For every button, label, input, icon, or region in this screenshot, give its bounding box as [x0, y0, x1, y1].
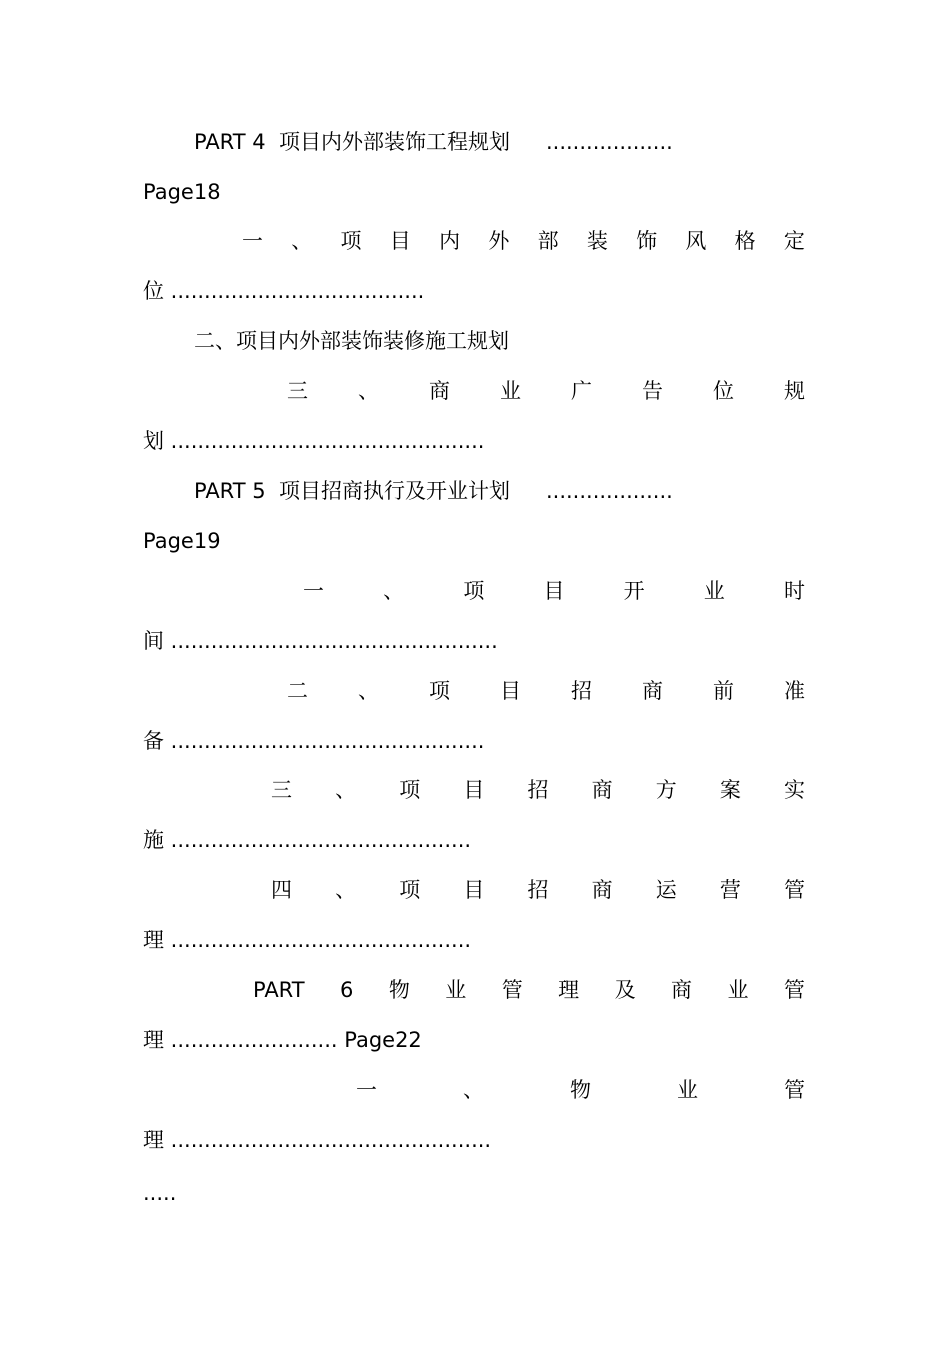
toc-char: 招: [527, 778, 549, 802]
toc-char: 、: [463, 1078, 484, 1102]
toc-char: 招: [571, 679, 592, 703]
toc-char: 一: [356, 1078, 377, 1102]
toc-char: 目: [463, 778, 485, 802]
toc-char: 饰: [636, 229, 658, 253]
part4-heading-line: [194, 127, 805, 157]
toc-char: 理: [558, 978, 580, 1002]
part4-heading: PART 4 项目内外部装饰工程规划: [194, 130, 510, 154]
toc-char: 目: [500, 679, 521, 703]
toc-char: 商: [429, 379, 450, 403]
toc-char: 项: [463, 579, 485, 603]
part4-page-number: Page18: [143, 180, 221, 204]
toc-char: 、: [291, 229, 313, 253]
toc-char: 商: [642, 679, 663, 703]
toc-char: 位: [713, 379, 734, 403]
toc-entry-tail: 施 .............................................: [143, 828, 472, 852]
toc-char: 目: [543, 579, 565, 603]
part4-dots: ...................: [545, 130, 673, 154]
toc-char: 一: [303, 579, 324, 603]
toc-entry-p5-2: [287, 676, 805, 706]
toc-char: 时: [783, 579, 805, 603]
toc-char: 格: [734, 229, 756, 253]
part6-heading-tail: [143, 1025, 805, 1055]
toc-entry-p4-1: [242, 226, 805, 256]
toc-entry-p5-3: [271, 775, 805, 805]
toc-entry-tail: 位 ......................................: [143, 279, 425, 303]
toc-char: 开: [623, 579, 645, 603]
toc-char: 项: [399, 778, 421, 802]
toc-entry-p6-1-tail: [143, 1125, 805, 1155]
toc-entry-p4-3: [287, 376, 805, 406]
toc-entry-p4-2: [194, 326, 805, 356]
toc-char: 告: [642, 379, 663, 403]
toc-char: 物: [388, 978, 410, 1002]
toc-char: 项: [429, 679, 450, 703]
toc-char: 风: [685, 229, 707, 253]
toc-char: 一: [242, 229, 263, 253]
toc-entry-text: 二、项目内外部装饰装修施工规划: [194, 329, 509, 353]
trailing-dots-line: [143, 1178, 805, 1208]
toc-entry-tail: 理 ................................................: [143, 1128, 492, 1152]
toc-char: PART: [253, 978, 305, 1002]
toc-char: 案: [719, 778, 741, 802]
toc-char: 项: [340, 229, 362, 253]
toc-char: 管: [784, 1078, 805, 1102]
toc-char: 、: [358, 679, 379, 703]
part5-heading: PART 5 项目招商执行及开业计划: [194, 479, 510, 503]
toc-char: 业: [677, 1078, 698, 1102]
part6-page-text: 理 ......................... Page22: [143, 1028, 422, 1052]
toc-char: 规: [784, 379, 805, 403]
toc-char: 三: [271, 778, 292, 802]
toc-char: 、: [358, 379, 379, 403]
toc-char: 定: [783, 229, 805, 253]
part5-dots: ...................: [545, 479, 673, 503]
toc-entry-p5-4-tail: [143, 925, 805, 955]
toc-char: 、: [383, 579, 405, 603]
toc-char: 管: [784, 878, 805, 902]
toc-entry-p6-1: [356, 1075, 805, 1105]
toc-char: 管: [783, 978, 805, 1002]
toc-char: 物: [570, 1078, 591, 1102]
toc-char: 管: [501, 978, 523, 1002]
toc-char: 运: [655, 878, 677, 902]
toc-char: 部: [537, 229, 559, 253]
part5-page-line: [143, 526, 805, 556]
toc-entry-p4-1-tail: [143, 276, 805, 306]
toc-char: 项: [399, 878, 421, 902]
toc-char: 准: [784, 679, 805, 703]
toc-char: 装: [586, 229, 608, 253]
toc-char: 业: [445, 978, 467, 1002]
toc-char: 商: [591, 778, 613, 802]
toc-entry-p5-4: [271, 875, 805, 905]
part4-page-line: [143, 177, 805, 207]
toc-entry-p5-1-tail: [143, 626, 805, 656]
toc-char: 三: [287, 379, 308, 403]
toc-char: 目: [389, 229, 411, 253]
part6-heading-line: [253, 975, 805, 1005]
toc-entry-tail: 间 .................................................: [143, 629, 498, 653]
toc-entry-p5-1: [303, 576, 805, 606]
toc-char: 四: [271, 878, 292, 902]
toc-entry-tail: 备 ...............................................: [143, 729, 485, 753]
toc-char: 二: [287, 679, 308, 703]
toc-char: 方: [655, 778, 677, 802]
toc-entry-tail: 划 ...............................................: [143, 429, 485, 453]
toc-char: 及: [614, 978, 636, 1002]
toc-char: 、: [335, 878, 357, 902]
toc-char: 前: [713, 679, 734, 703]
toc-char: 目: [463, 878, 485, 902]
trailing-dots: .....: [143, 1181, 177, 1205]
toc-entry-tail: 理 .............................................: [143, 928, 472, 952]
toc-entry-p5-2-tail: [143, 726, 805, 756]
part5-page-number: Page19: [143, 529, 221, 553]
toc-char: 外: [488, 229, 510, 253]
toc-char: 、: [335, 778, 357, 802]
toc-char: 营: [719, 878, 741, 902]
toc-char: 业: [500, 379, 521, 403]
toc-entry-p5-3-tail: [143, 825, 805, 855]
toc-char: 广: [571, 379, 592, 403]
toc-char: 内: [439, 229, 461, 253]
toc-char: 业: [727, 978, 749, 1002]
toc-char: 6: [340, 978, 354, 1002]
toc-char: 商: [591, 878, 613, 902]
toc-char: 招: [527, 878, 549, 902]
part5-heading-line: [194, 476, 805, 506]
toc-char: 实: [784, 778, 805, 802]
toc-entry-p4-3-tail: [143, 426, 805, 456]
toc-char: 商: [671, 978, 693, 1002]
toc-char: 业: [703, 579, 725, 603]
